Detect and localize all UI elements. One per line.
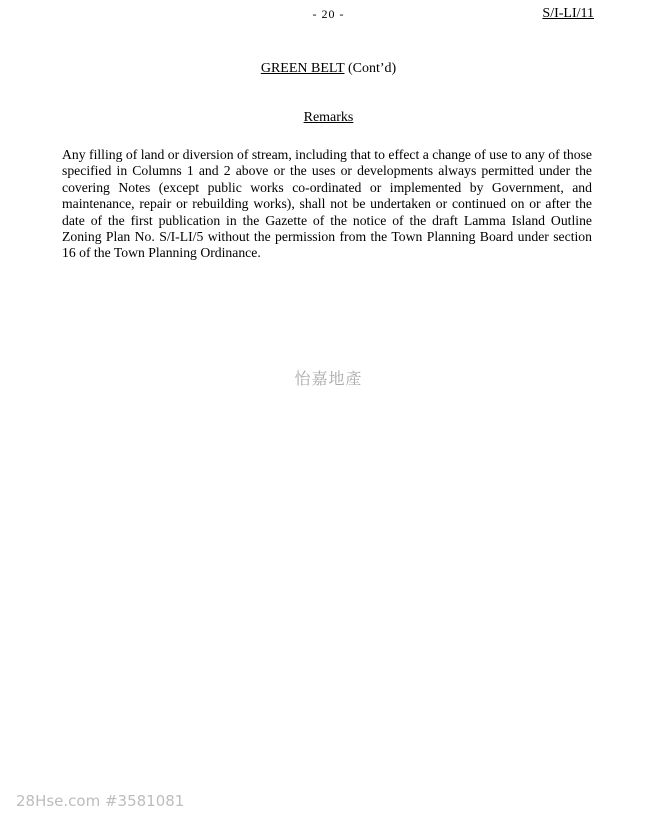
watermark-text: 怡嘉地產 <box>294 369 363 388</box>
zone-title-suffix: (Cont’d) <box>347 61 397 76</box>
listing-watermark: 28Hse.com #3581081 <box>16 792 185 810</box>
plan-reference: S/I-LI/11 <box>542 6 594 21</box>
page-number: - 20 - <box>312 7 345 21</box>
zone-name: GREEN BELT <box>260 61 345 76</box>
zone-title <box>0 61 657 77</box>
remarks-heading: Remarks <box>303 110 354 125</box>
remarks-body: Any filling of land or diversion of stream, including that to effect a change of use to any of those specified in Columns 1 and 2 above or the uses or developments always permitted under the covering Notes (except public works co-ordinated or implemented by Government, and maintenance, repair or rebuilding works), shall not be undertaken or continued on or after the date of the first publication in the Gazette of the notice of the draft Lamma Island Outline Zoning Plan No. S/I-LI/5 without the permission from the Town Planning Board under section 16 of the Town Planning Ordinance. <box>62 147 592 261</box>
